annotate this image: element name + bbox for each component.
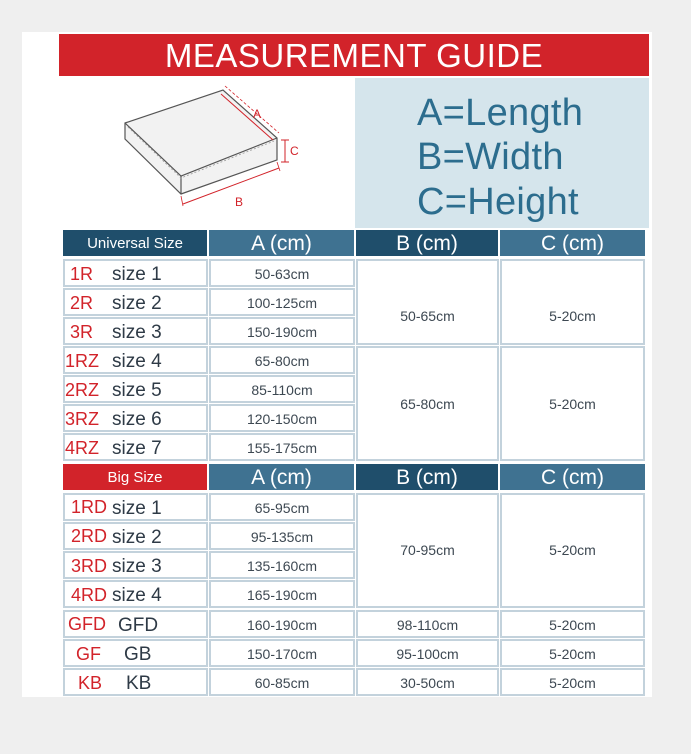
legend-panel: [355, 78, 649, 228]
width-value: 95-100cm: [396, 646, 459, 662]
size-code: 2R: [70, 293, 94, 313]
size-code: KB: [78, 673, 103, 693]
size-name: size 1: [112, 498, 162, 519]
diagram-label-a: A: [253, 107, 262, 121]
height-value: 5-20cm: [549, 308, 596, 324]
cushion-diagram: [63, 78, 353, 228]
length-value: 65-95cm: [254, 500, 310, 516]
size-name: size 2: [112, 293, 162, 314]
size-name: size 1: [112, 264, 162, 285]
legend-length: A=Length: [417, 92, 584, 134]
diagram-label-c: C: [290, 144, 299, 158]
width-value: 50-65cm: [400, 308, 455, 324]
width-value: 98-110cm: [396, 617, 459, 633]
size-code: 3RZ: [65, 409, 100, 429]
height-group-cell: [500, 259, 645, 345]
height-value: 5-20cm: [549, 542, 596, 558]
width-group-cell: [356, 259, 499, 345]
universal-size-header: Universal Size: [63, 230, 207, 256]
height-value: 5-20cm: [549, 617, 596, 633]
diagram-label-b: B: [235, 195, 244, 209]
size-code: 4RZ: [65, 438, 100, 458]
size-name: size 5: [112, 380, 162, 401]
length-value: 100-125cm: [246, 295, 318, 311]
length-value: 120-150cm: [246, 411, 318, 427]
length-value: 85-110cm: [251, 382, 313, 398]
size-code: 1R: [70, 264, 94, 284]
col-c-header: C (cm): [500, 230, 645, 256]
size-name: size 2: [112, 527, 162, 548]
size-code: 2RZ: [65, 380, 100, 400]
width-value: 30-50cm: [400, 675, 455, 691]
length-value: 150-190cm: [246, 324, 318, 340]
length-value: 165-190cm: [246, 587, 318, 603]
height-value: 5-20cm: [549, 675, 596, 691]
length-value: 150-170cm: [246, 646, 318, 662]
size-code: 1RZ: [65, 351, 100, 371]
size-name: size 3: [112, 322, 162, 343]
size-name: GFD: [118, 615, 159, 636]
size-code: 4RD: [71, 585, 108, 605]
length-value: 50-63cm: [254, 266, 310, 282]
col-b-header: B (cm): [356, 464, 498, 490]
col-a-header: A (cm): [209, 230, 354, 256]
size-name: size 7: [112, 438, 162, 459]
page-title: MEASUREMENT GUIDE: [59, 34, 649, 76]
size-name: KB: [126, 673, 152, 694]
length-value: 135-160cm: [246, 558, 318, 574]
size-name: GB: [124, 644, 152, 665]
size-name: size 4: [112, 585, 162, 606]
size-code: GFD: [68, 614, 106, 634]
big-size-header: Big Size: [63, 464, 207, 490]
length-value: 155-175cm: [246, 440, 318, 456]
legend-height: C=Height: [417, 181, 579, 223]
col-a-header: A (cm): [209, 464, 354, 490]
col-c-header: C (cm): [500, 464, 645, 490]
size-name: size 3: [112, 556, 162, 577]
length-value: 95-135cm: [250, 529, 314, 545]
height-value: 5-20cm: [549, 396, 596, 412]
width-value: 65-80cm: [400, 396, 455, 412]
size-code: GF: [76, 644, 101, 664]
size-name: size 4: [112, 351, 162, 372]
height-value: 5-20cm: [549, 646, 596, 662]
length-value: 160-190cm: [246, 617, 318, 633]
size-name: size 6: [112, 409, 162, 430]
col-b-header: B (cm): [356, 230, 498, 256]
size-code: 3RD: [71, 556, 108, 576]
size-code: 2RD: [71, 526, 108, 546]
size-code: 3R: [70, 322, 94, 342]
legend-width: B=Width: [417, 136, 564, 178]
width-value: 70-95cm: [400, 542, 455, 558]
length-value: 60-85cm: [254, 675, 310, 691]
length-value: 65-80cm: [254, 353, 310, 369]
size-code: 1RD: [71, 497, 108, 517]
